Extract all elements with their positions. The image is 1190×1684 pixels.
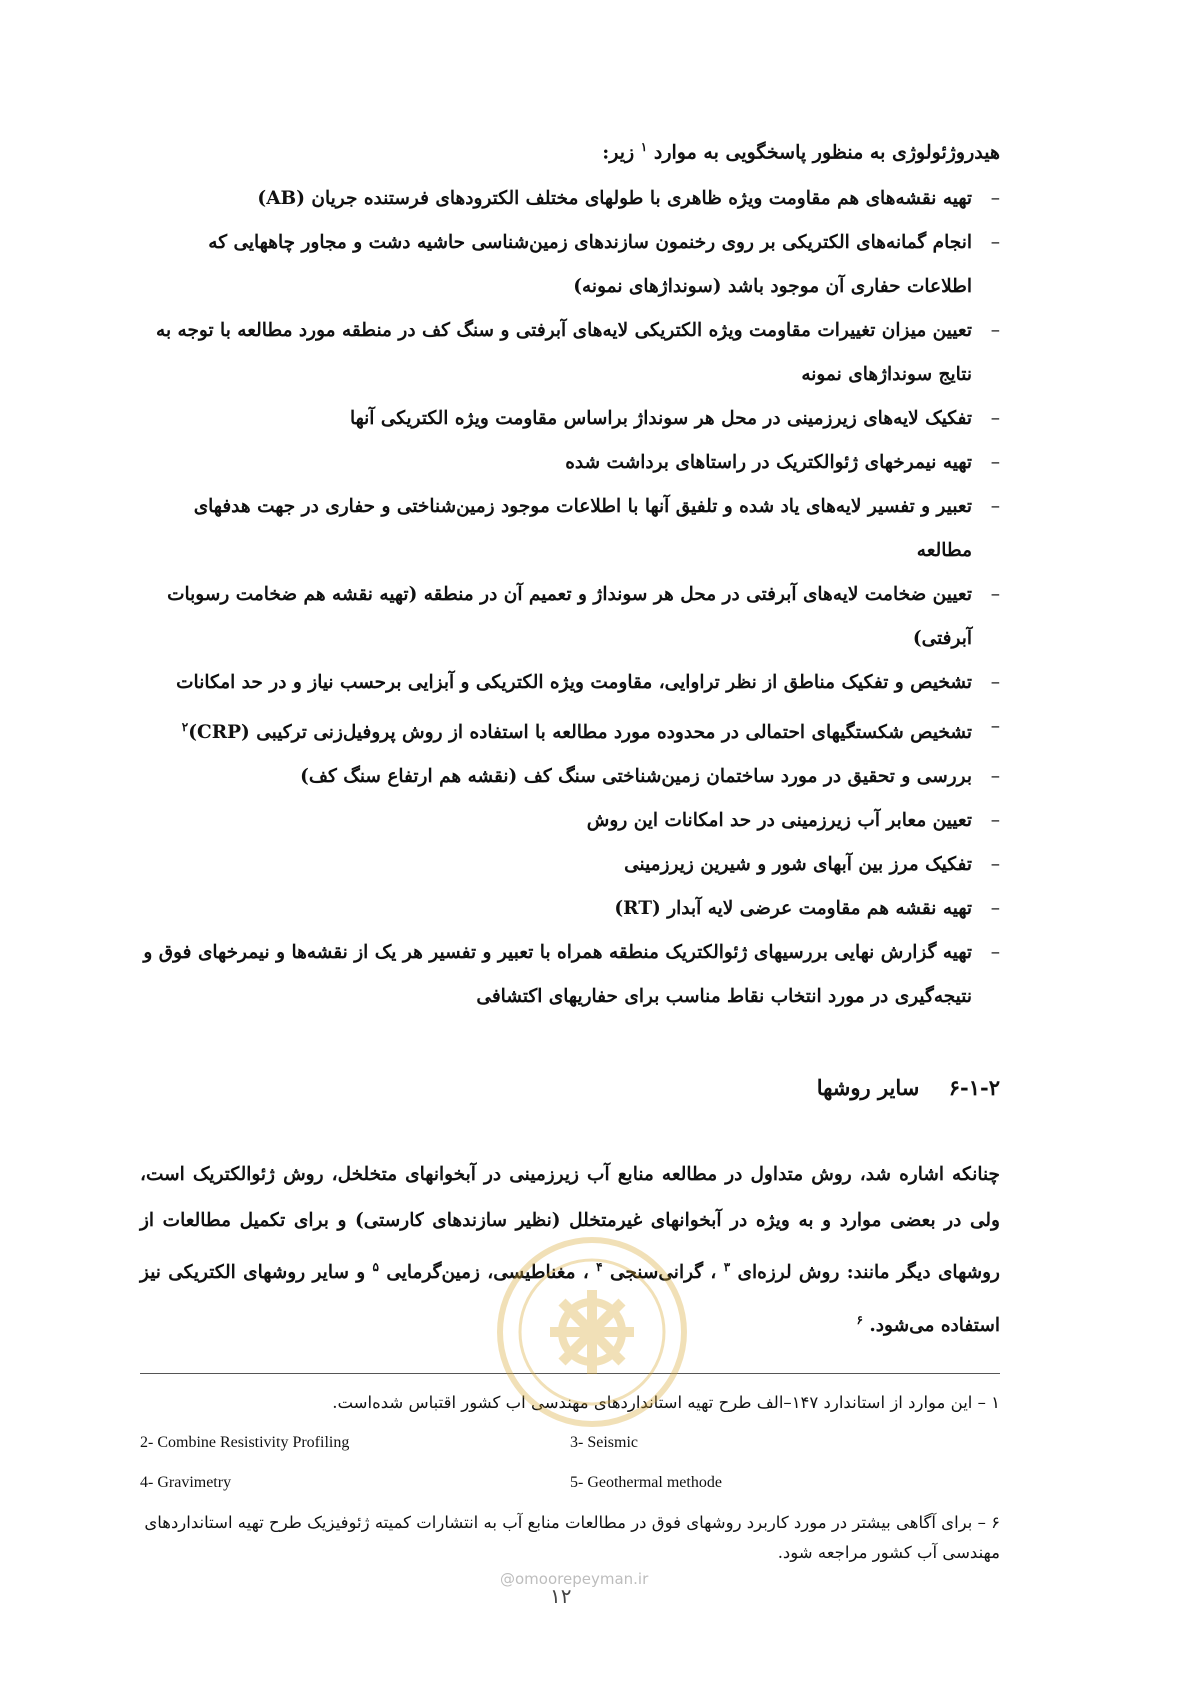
page-number: ۱۲ bbox=[550, 1584, 572, 1608]
dash-marker: – bbox=[990, 496, 1000, 518]
at-icon: @ bbox=[500, 1570, 515, 1588]
dash-marker: – bbox=[990, 452, 1000, 474]
list-item-text: تعیین میزان تغییرات مقاومت ویژه الکتریکی لایه‌های آبرفتی و سنگ کف در منطقه مورد مطالعه با توجه به نتایج سونداژهای نمونه bbox=[156, 320, 972, 386]
dash-marker: – bbox=[990, 942, 1000, 964]
list-item bbox=[140, 843, 1000, 887]
footnote-6: ۶ – برای آگاهی بیشتر در مورد کاربرد روشهای فوق در مطالعات منابع آب به انتشارات کمیته ژئوفیزیک طرح تهیه استانداردهای مهندسی آب کشور مراجعه شود. bbox=[144, 1512, 1000, 1562]
intro-line bbox=[140, 130, 1000, 169]
dash-marker: – bbox=[990, 320, 1000, 342]
list-item bbox=[140, 661, 1000, 705]
dash-marker: – bbox=[990, 854, 1000, 876]
section-number: ۶-۱-۲ bbox=[948, 1075, 1000, 1101]
dash-marker: – bbox=[990, 716, 1000, 738]
list-item-text: تعیین معابر آب زیرزمینی در حد امکانات این روش bbox=[586, 810, 972, 832]
list-item bbox=[140, 397, 1000, 441]
dash-marker: – bbox=[990, 584, 1000, 606]
list-item bbox=[140, 931, 1000, 1019]
list-item-text: تهیه نقشه هم مقاومت عرضی لایه آبدار (RT) bbox=[614, 898, 972, 920]
dash-marker: – bbox=[990, 408, 1000, 430]
section-title: سایر روشها bbox=[816, 1075, 920, 1101]
footnote-ref-5: ۵ bbox=[372, 1260, 379, 1275]
watermark-seal-icon bbox=[492, 1232, 692, 1432]
footnote-2: 2- Combine Resistivity Profiling bbox=[140, 1433, 350, 1451]
footnote-3: 3- Seismic bbox=[570, 1433, 638, 1451]
list-item-text: تعبیر و تفسیر لایه‌های یاد شده و تلفیق آنها با اطلاعات موجود زمین‌شناختی و حفاری در جهت هدفهای مطالعه bbox=[193, 496, 972, 562]
list-item bbox=[140, 441, 1000, 485]
list-item bbox=[140, 177, 1000, 221]
footnote-5: 5- Geothermal methode bbox=[570, 1473, 722, 1491]
list-item-text: تهیه گزارش نهایی بررسیهای ژئوالکتریک منطقه همراه با تعبیر و تفسیر هر یک از نقشه‌ها و نیمرخهای فوق و نتیجه‌گیری در مورد انتخاب نقاط مناسب برای حفاریهای اکتشافی bbox=[143, 942, 972, 1008]
footnote-ref-3: ۳ bbox=[723, 1260, 731, 1275]
paragraph-part-4: و سایر روشهای الکتریکی نیز استفاده می‌شود. bbox=[140, 1262, 1000, 1336]
list-item-text: تشخیص شکستگیهای احتمالی در محدوده مورد مطالعه با استفاده از روش پروفیل‌زنی ترکیبی (CRP) bbox=[188, 722, 972, 744]
list-item-text: تعیین ضخامت لایه‌های آبرفتی در محل هر سونداژ و تعمیم آن در منطقه (تهیه نقشه هم ضخامت رسوبات آبرفتی) bbox=[167, 584, 972, 650]
paragraph-part-3: ، مغناطیسی، زمین‌گرمایی bbox=[386, 1262, 589, 1284]
footnote-ref-2: ۲ bbox=[181, 720, 189, 735]
footnote-4: 4- Gravimetry bbox=[140, 1473, 232, 1491]
paragraph-part-2: ، گرانی‌سنجی bbox=[609, 1262, 717, 1284]
section-heading bbox=[140, 1075, 1000, 1100]
list-item bbox=[140, 309, 1000, 397]
list-item bbox=[140, 887, 1000, 931]
list-item bbox=[140, 573, 1000, 661]
list-item-text: تهیه نقشه‌های هم مقاومت ویژه ظاهری با طولهای مختلف الکترودهای فرستنده جریان (AB) bbox=[257, 188, 972, 210]
website-text: omoorepeyman.ir bbox=[515, 1570, 649, 1588]
list-item bbox=[140, 799, 1000, 843]
website-watermark bbox=[500, 1570, 648, 1588]
footnote-row bbox=[140, 1468, 1000, 1498]
list-item bbox=[140, 221, 1000, 309]
footnote-ref-1: ۱ bbox=[640, 140, 648, 154]
paragraph-part-1: چنانکه اشاره شد، روش متداول در مطالعه منابع آب زیرزمینی در آبخوانهای متخلخل، روش ژئوالکتریک است، ولی در بعضی موارد و به ویژه در آبخوانهای غیرمتخلل (نظیر سازندهای کارستی) و برای تکمیل مطالعات از روشهای دیگر مانند: روش لرزه‌ای bbox=[140, 1164, 1000, 1284]
dash-marker: – bbox=[990, 232, 1000, 254]
intro-tail: زیر: bbox=[602, 141, 635, 164]
footnote-ref-4: ۴ bbox=[596, 1260, 603, 1275]
dash-marker: – bbox=[990, 766, 1000, 788]
dash-marker: – bbox=[990, 810, 1000, 832]
footnote-ref-6: ۶ bbox=[856, 1312, 863, 1327]
list-item-text: تشخیص و تفکیک مناطق از نظر تراوایی، مقاومت ویژه الکتریکی و آبزایی برحسب نیاز و در حد امکانات bbox=[176, 672, 972, 694]
list-item-text: انجام گمانه‌های الکتریکی بر روی رخنمون سازندهای زمین‌شناسی حاشیه دشت و مجاور چاههایی که اطلاعات حفاری آن موجود باشد (سونداژهای نمونه) bbox=[208, 232, 972, 298]
list-item-text: تفکیک لایه‌های زیرزمینی در محل هر سونداژ براساس مقاومت ویژه الکتریکی آنها bbox=[349, 408, 972, 430]
dash-marker: – bbox=[990, 898, 1000, 920]
intro-text: هیدروژئولوژی به منظور پاسخگویی به موارد bbox=[653, 141, 1000, 164]
list-item-text: تهیه نیمرخهای ژئوالکتریک در راستاهای برداشت شده bbox=[565, 452, 972, 474]
list-item-text: تفکیک مرز بین آبهای شور و شیرین زیرزمینی bbox=[624, 854, 972, 876]
footnote-1: ۱ – این موارد از استاندارد ۱۴۷–الف طرح تهیه استانداردهای مهندسی اب کشور اقتباس شده‌است. bbox=[332, 1392, 1000, 1412]
list-item bbox=[140, 755, 1000, 799]
bullet-list bbox=[140, 177, 1000, 1019]
list-item-text: بررسی و تحقیق در مورد ساختمان زمین‌شناختی سنگ کف (نقشه هم ارتفاع سنگ کف) bbox=[300, 766, 972, 788]
list-item bbox=[140, 485, 1000, 573]
dash-marker: – bbox=[990, 672, 1000, 694]
list-item bbox=[140, 705, 1000, 755]
footnote-row bbox=[140, 1428, 1000, 1458]
dash-marker: – bbox=[990, 188, 1000, 210]
